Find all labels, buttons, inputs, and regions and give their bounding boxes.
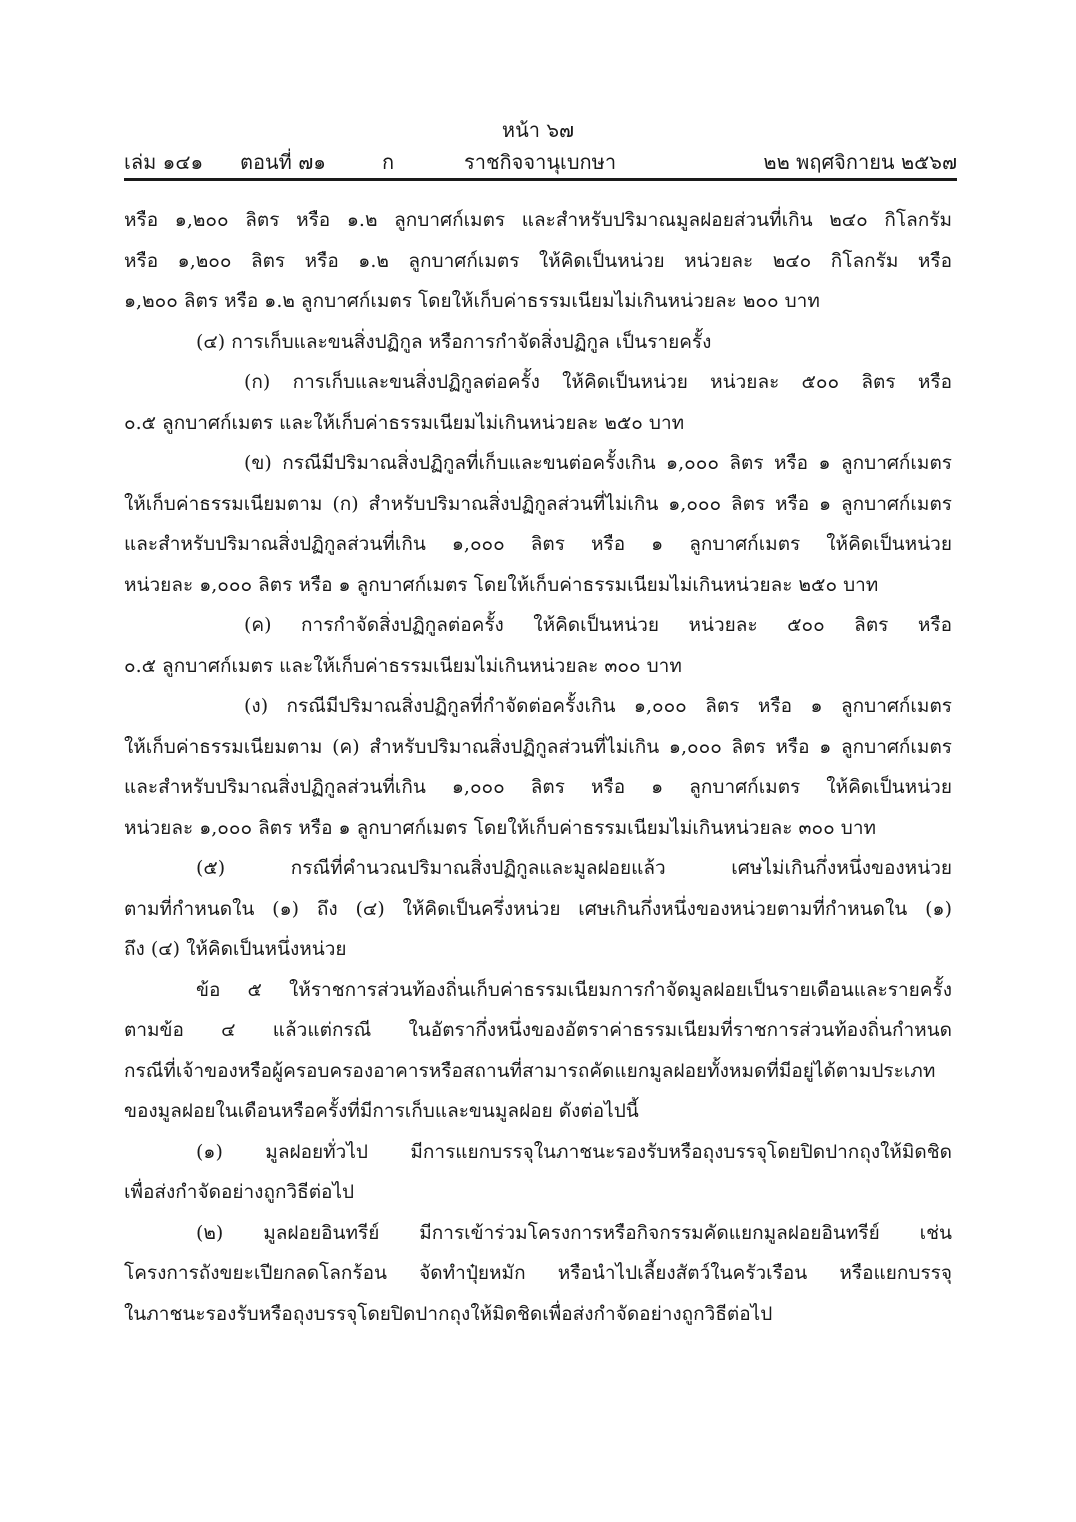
text-line: ข้อ ๕ ให้ราชการส่วนท้องถิ่นเก็บค่าธรรมเนียมการกำจัดมูลฝอยเป็นรายเดือนและรายครั้ง: [196, 978, 952, 1001]
text-line: (๒) มูลฝอยอินทรีย์ มีการเข้าร่วมโครงการหรือกิจกรรมคัดแยกมูลฝอยอินทรีย์ เช่น: [196, 1221, 952, 1244]
publication-date: ๒๒ พฤศจิกายน ๒๕๖๗: [763, 150, 957, 174]
text-line: (๑) มูลฝอยทั่วไป มีการแยกบรรจุในภาชนะรองรับหรือถุงบรรจุโดยปิดปากถุงให้มิดชิด: [196, 1140, 952, 1163]
issue-label: ตอนที่ ๗๑: [240, 150, 326, 174]
text-line: และสำหรับปริมาณสิ่งปฏิกูลส่วนที่เกิน ๑,๐๐๐ ลิตร หรือ ๑ ลูกบาศก์เมตร ให้คิดเป็นหน่วย: [124, 533, 952, 555]
document-body: [124, 200, 952, 1334]
text-line: ให้เก็บค่าธรรมเนียมตาม (ค) สำหรับปริมาณสิ่งปฏิกูลส่วนที่ไม่เกิน ๑,๐๐๐ ลิตร หรือ ๑ ลูกบาศก์เมตร: [124, 735, 952, 758]
text-line: ของมูลฝอยในเดือนหรือครั้งที่มีการเก็บและขนมูลฝอย ดังต่อไปนี้: [124, 1100, 639, 1122]
text-line: หรือ ๑,๒๐๐ ลิตร หรือ ๑.๒ ลูกบาศก์เมตร และสำหรับปริมาณมูลฝอยส่วนที่เกิน ๒๔๐ กิโลกรัม: [124, 209, 952, 231]
text-line: และสำหรับปริมาณสิ่งปฏิกูลส่วนที่เกิน ๑,๐๐๐ ลิตร หรือ ๑ ลูกบาศก์เมตร ให้คิดเป็นหน่วย: [124, 776, 952, 798]
text-line: (๔) การเก็บและขนสิ่งปฏิกูล หรือการกำจัดสิ่งปฏิกูล เป็นรายครั้ง: [196, 330, 712, 353]
text-line: ๐.๕ ลูกบาศก์เมตร และให้เก็บค่าธรรมเนียมไม่เกินหน่วยละ ๒๕๐ บาท: [124, 411, 685, 434]
text-line: (ข) กรณีมีปริมาณสิ่งปฏิกูลที่เก็บและขนต่อครั้งเกิน ๑,๐๐๐ ลิตร หรือ ๑ ลูกบาศก์เมตร: [244, 452, 952, 474]
text-line: ถึง (๔) ให้คิดเป็นหนึ่งหน่วย: [124, 938, 347, 960]
text-line: หรือ ๑,๒๐๐ ลิตร หรือ ๑.๒ ลูกบาศก์เมตร ให้คิดเป็นหน่วย หน่วยละ ๒๔๐ กิโลกรัม หรือ: [124, 249, 952, 272]
text-line: ให้เก็บค่าธรรมเนียมตาม (ก) สำหรับปริมาณสิ่งปฏิกูลส่วนที่ไม่เกิน ๑,๐๐๐ ลิตร หรือ ๑ ลูกบาศก์เมตร: [124, 492, 952, 515]
volume-label: เล่ม ๑๔๑: [124, 150, 204, 174]
text-line: โครงการถังขยะเปียกลดโลกร้อน จัดทำปุ๋ยหมัก หรือนำไปเลี้ยงสัตว์ในครัวเรือน หรือแยกบรรจุ: [124, 1262, 952, 1284]
text-line: (ค) การกำจัดสิ่งปฏิกูลต่อครั้ง ให้คิดเป็นหน่วย หน่วยละ ๕๐๐ ลิตร หรือ: [244, 614, 952, 636]
text-line: ตามที่กำหนดใน (๑) ถึง (๔) ให้คิดเป็นครึ่งหน่วย เศษเกินกึ่งหนึ่งของหน่วยตามที่กำหนดใน (๑): [124, 897, 952, 920]
text-line: (๕) กรณีที่คำนวณปริมาณสิ่งปฏิกูลและมูลฝอยแล้ว เศษไม่เกินกึ่งหนึ่งของหน่วย: [196, 857, 952, 879]
text-line: (ง) กรณีมีปริมาณสิ่งปฏิกูลที่กำจัดต่อครั้งเกิน ๑,๐๐๐ ลิตร หรือ ๑ ลูกบาศก์เมตร: [244, 695, 952, 717]
publication-name: ราชกิจจานุเบกษา: [464, 150, 617, 174]
text-line: ๑,๒๐๐ ลิตร หรือ ๑.๒ ลูกบาศก์เมตร โดยให้เก็บค่าธรรมเนียมไม่เกินหน่วยละ ๒๐๐ บาท: [124, 290, 820, 312]
text-line: ในภาชนะรองรับหรือถุงบรรจุโดยปิดปากถุงให้มิดชิดเพื่อส่งกำจัดอย่างถูกวิธีต่อไป: [124, 1302, 773, 1325]
text-line: หน่วยละ ๑,๐๐๐ ลิตร หรือ ๑ ลูกบาศก์เมตร โดยให้เก็บค่าธรรมเนียมไม่เกินหน่วยละ ๓๐๐ บาท: [124, 816, 877, 839]
text-line: เพื่อส่งกำจัดอย่างถูกวิธีต่อไป: [124, 1181, 355, 1203]
text-line: ๐.๕ ลูกบาศก์เมตร และให้เก็บค่าธรรมเนียมไม่เกินหน่วยละ ๓๐๐ บาท: [124, 654, 682, 677]
text-line: กรณีที่เจ้าของหรือผู้ครอบครองอาคารหรือสถานที่สามารถคัดแยกมูลฝอยทั้งหมดที่มีอยู่ได้ตามประเภท: [124, 1059, 936, 1082]
header-rule: [124, 178, 957, 181]
text-line: (ก) การเก็บและขนสิ่งปฏิกูลต่อครั้ง ให้คิดเป็นหน่วย หน่วยละ ๕๐๐ ลิตร หรือ: [244, 371, 952, 393]
gazette-header: [124, 146, 957, 178]
page-number: หน้า ๖๗: [501, 118, 575, 142]
text-line: หน่วยละ ๑,๐๐๐ ลิตร หรือ ๑ ลูกบาศก์เมตร โดยให้เก็บค่าธรรมเนียมไม่เกินหน่วยละ ๒๕๐ บาท: [124, 573, 879, 596]
section-label: ก: [382, 150, 395, 174]
text-line: ตามข้อ ๔ แล้วแต่กรณี ในอัตรากึ่งหนึ่งของอัตราค่าธรรมเนียมที่ราชการส่วนท้องถิ่นกำหนด: [124, 1019, 952, 1041]
